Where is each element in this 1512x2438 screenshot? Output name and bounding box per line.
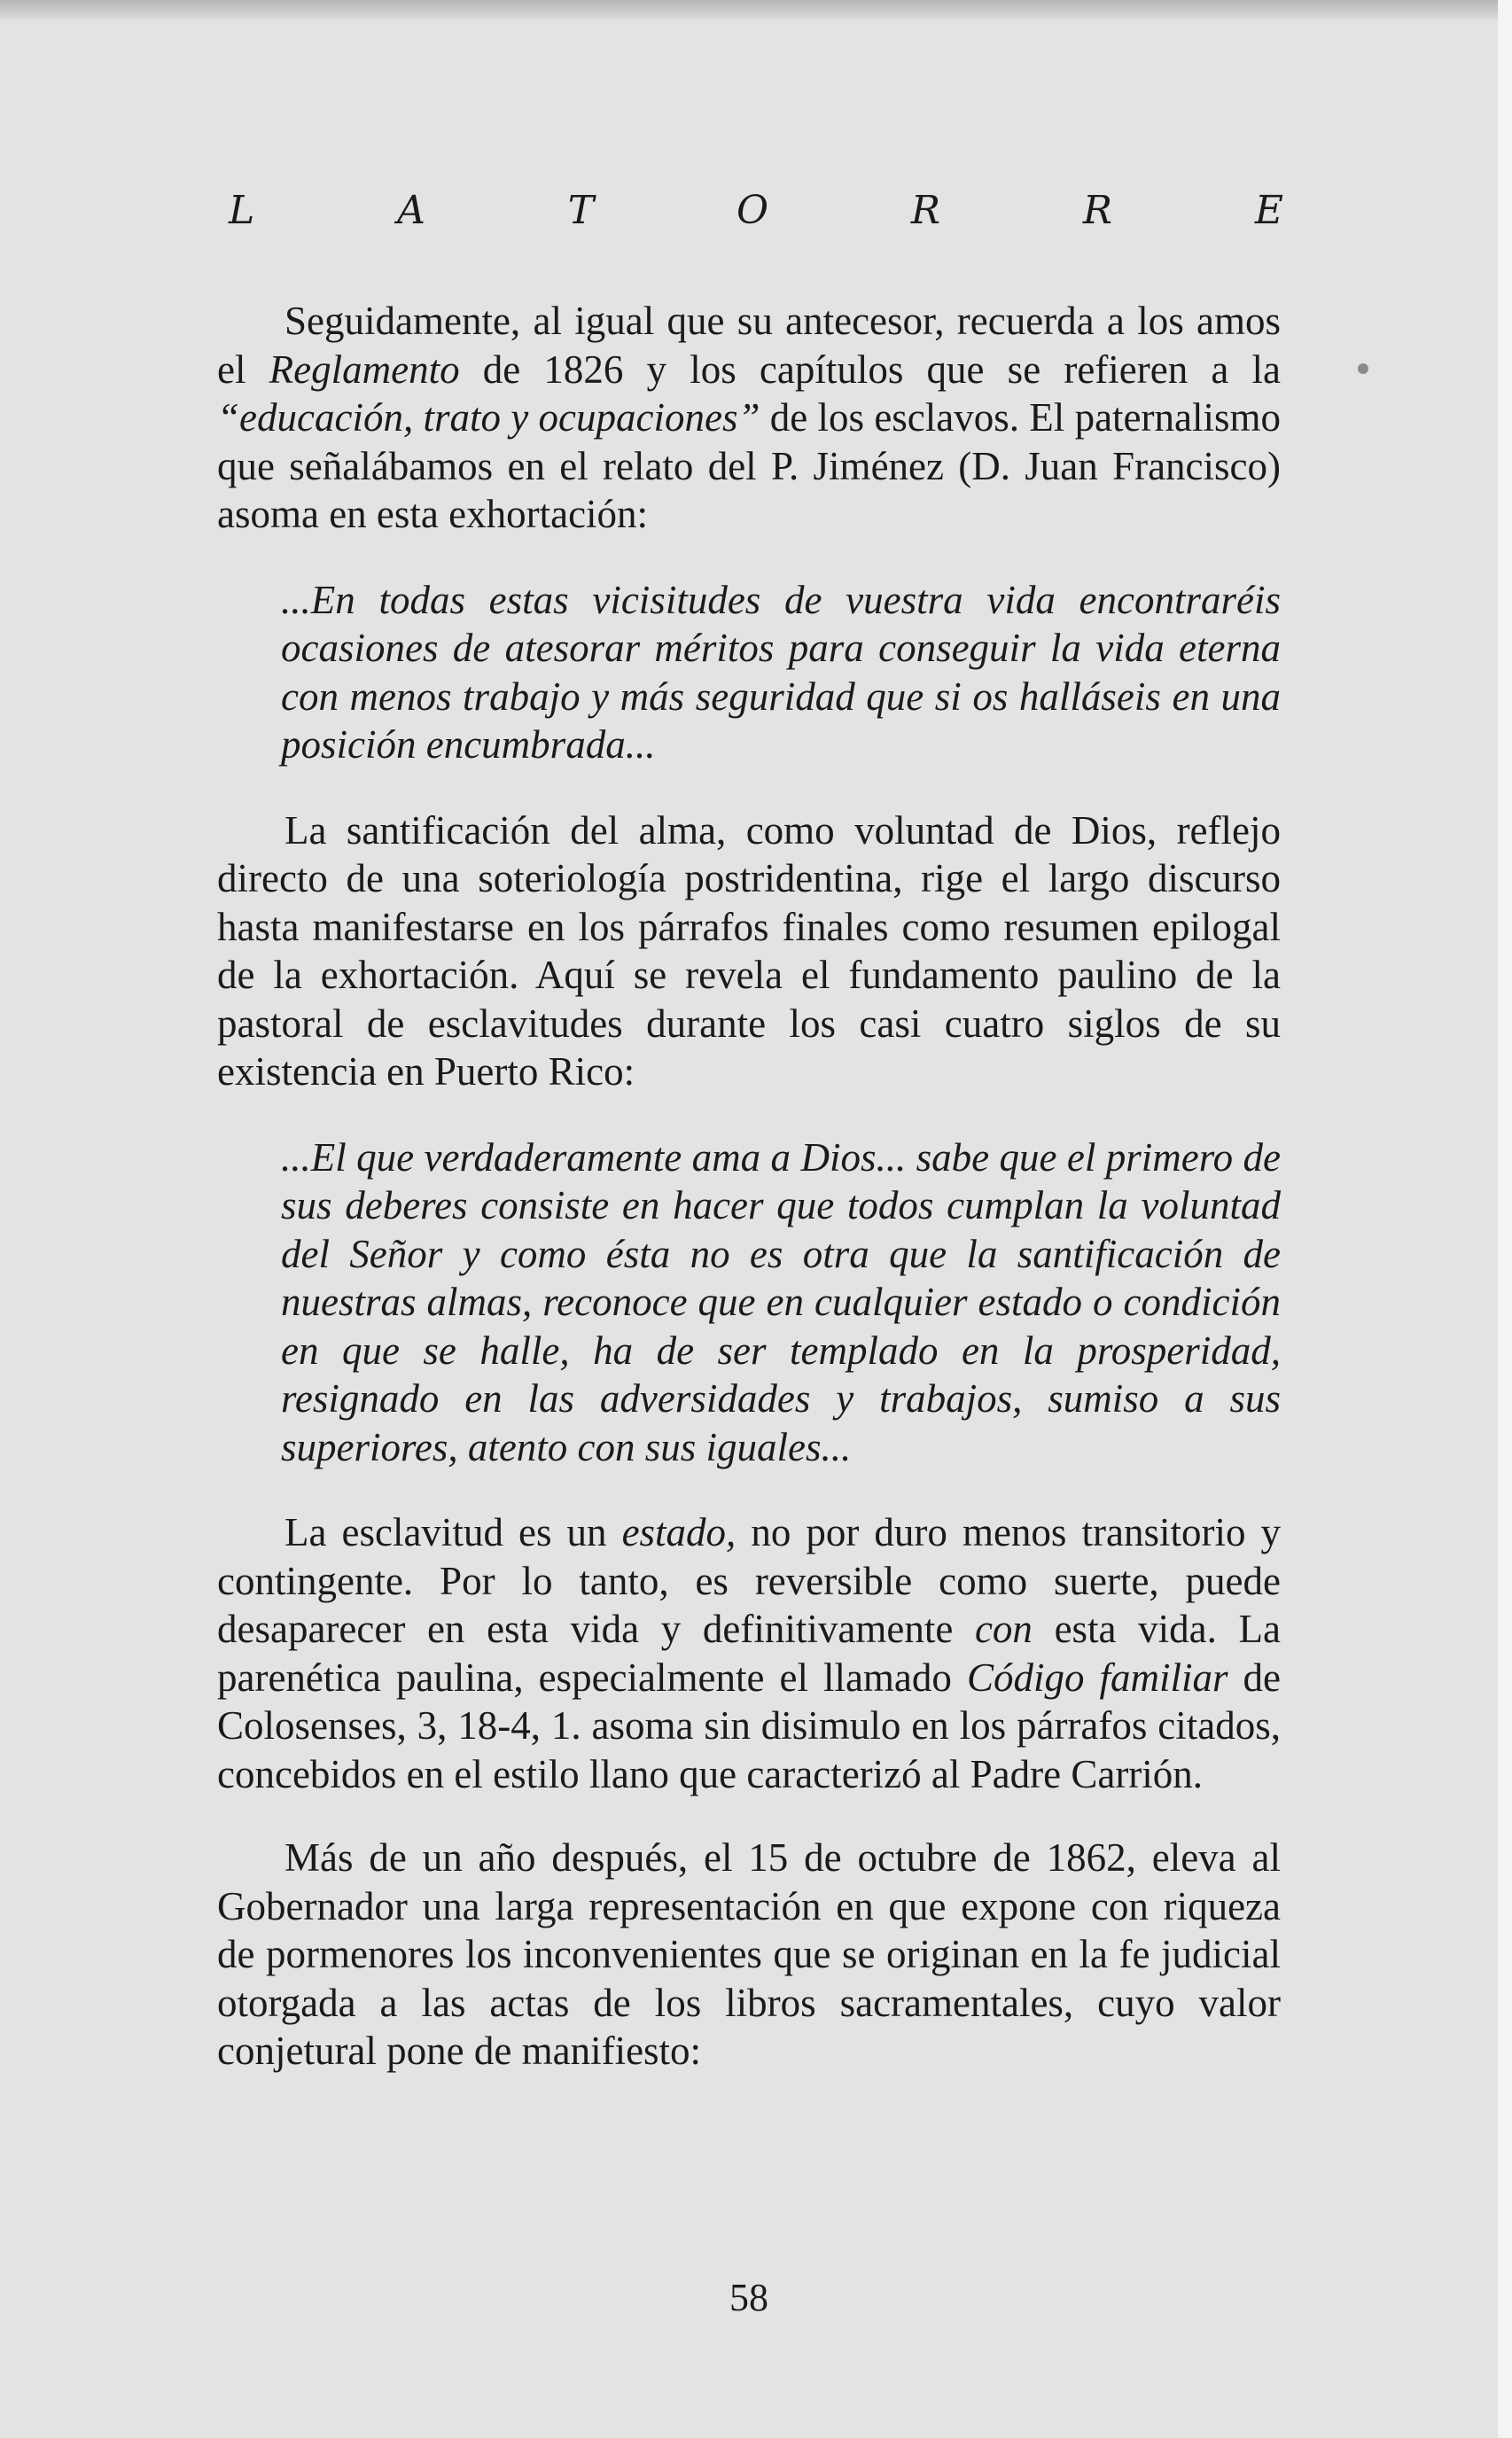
- scan-margin: [1498, 0, 1512, 2438]
- page-number: 58: [729, 2276, 768, 2319]
- text-run-italic: ...El que verdaderamente ama a Dios... sabe que el primero de sus deberes consiste en hacer que todos cumplan la voluntad del Señor y como ésta no es otra que la santificación de nuestras almas, reconoce que en cualquier estado o condición en que se halle, ha de ser templado en la prosperidad, resignado en las adversidades y trabajos, sumiso a sus superiores, atento con sus iguales...: [281, 1134, 1281, 1469]
- text-run: no por duro menos transitorio y contingente. Por lo tanto, es reversible como suerte, puede desaparecer en esta vida y definitivamente: [217, 1510, 1281, 1651]
- block-quote-2: [281, 1133, 1281, 1472]
- running-head-letter: A: [397, 188, 425, 233]
- running-head-letter: T: [567, 188, 595, 233]
- text-run: La santificación del alma, como voluntad de Dios, reflejo directo de una soteriología postridentina, rige el largo discurso hasta manifestarse en los párrafos finales como resumen epilogal de la exhortación. Aquí se revela el fundamento paulino de la pastoral de esclavitudes durante los casi cuatro siglos de su existencia en Puerto Rico:: [217, 807, 1281, 1094]
- paragraph-4: [217, 1834, 1281, 2076]
- running-head-letter: O: [736, 188, 769, 233]
- paragraph-3: [217, 1508, 1281, 1798]
- running-head: [229, 188, 1283, 233]
- body-text: [217, 297, 1281, 2076]
- text-run: de Colosenses, 3, 18-4, 1. asoma sin disimulo en los párrafos citados, concebidos en el estilo llano que caracterizó al Padre Carrión.: [217, 1655, 1281, 1796]
- text-run: La esclavitud es un: [284, 1510, 622, 1554]
- running-head-letter: E: [1254, 188, 1283, 233]
- text-run-italic: ...En todas estas vicisitudes de vuestra vida encontraréis ocasiones de atesorar méritos para conseguir la vida eterna con menos trabajo y más seguridad que si os halláseis en una posición encumbrada...: [281, 577, 1281, 767]
- text-run-italic: Código familiar: [966, 1655, 1228, 1700]
- paragraph-1: [217, 297, 1281, 539]
- text-run-italic: “educación, trato y ocupaciones”: [217, 395, 760, 440]
- text-run-italic: Reglamento: [269, 347, 460, 392]
- text-run: Más de un año después, el 15 de octubre de 1862, eleva al Gobernador una larga representación en que expone con riqueza de pormenores los inconvenientes que se originan en la fe judicial otorgada a las actas de los libros sacramentales, cuyo valor conjetural pone de manifiesto:: [217, 1835, 1281, 2073]
- text-run-italic: estado,: [621, 1510, 737, 1554]
- text-run: esta vida. La parenética paulina, especialmente el llamado: [217, 1607, 1281, 1700]
- paragraph-2: [217, 806, 1281, 1096]
- text-run: de 1826 y los capítulos que se refieren a la: [459, 347, 1281, 392]
- running-head-letter: R: [910, 188, 941, 233]
- text-run-italic: con: [974, 1607, 1033, 1651]
- block-quote-1: [281, 576, 1281, 769]
- page-top-edge: [0, 0, 1498, 19]
- text-run: Seguidamente, al igual que su antecesor, recuerda a los amos el: [217, 299, 1281, 392]
- text-run: de los esclavos. El paternalismo que señalábamos en el relato del P. Jiménez (D. Juan Francisco) asoma en esta exhortación:: [217, 395, 1281, 536]
- running-head-letter: L: [229, 188, 255, 233]
- running-head-letter: R: [1082, 188, 1113, 233]
- scan-speck: [1358, 363, 1368, 374]
